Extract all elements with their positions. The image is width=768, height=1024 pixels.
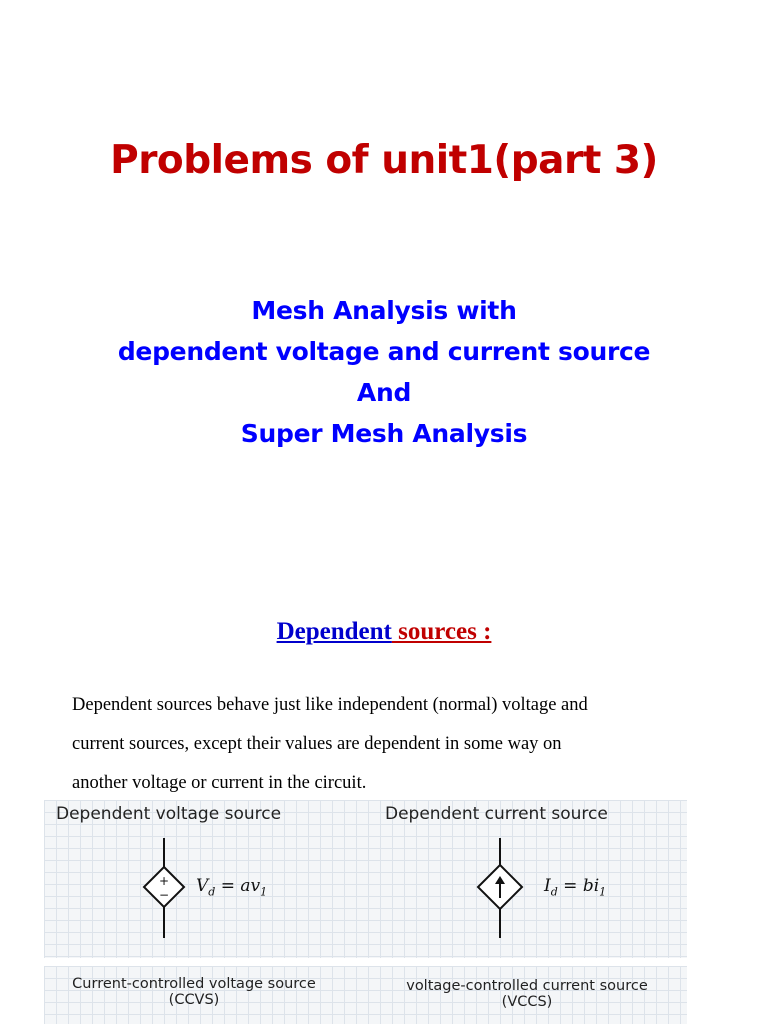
voltage-source-equation: $V_d = av_1$ <box>196 876 268 899</box>
section-heading <box>0 618 768 646</box>
dependent-sources-figure <box>44 800 687 958</box>
subtitle-line-1: Mesh Analysis with <box>251 296 517 325</box>
subtitle-line-3: And <box>356 378 412 407</box>
vccs-caption <box>374 978 680 1010</box>
plus-sign: + <box>158 874 170 888</box>
subtitle-line-4: Super Mesh Analysis <box>240 419 528 448</box>
page-title: Problems of unit1(part 3) <box>110 138 658 183</box>
current-source-label: Dependent current source <box>385 804 608 824</box>
subtitle-line-2: dependent voltage and current source <box>117 337 651 366</box>
source-captions <box>44 966 687 1024</box>
current-source-equation: $I_d = bi_1$ <box>544 876 607 899</box>
paragraph-line-1: Dependent sources behave just like independent (normal) voltage and <box>72 695 588 715</box>
minus-sign: − <box>158 888 170 902</box>
paragraph-line-3: another voltage or current in the circuit. <box>72 773 367 793</box>
voltage-source-label: Dependent voltage source <box>56 804 282 824</box>
body-paragraph <box>72 686 712 803</box>
section-heading-word-2: sources : <box>391 618 492 645</box>
ccvs-caption-line-2: (CCVS) <box>168 992 220 1008</box>
ccvs-caption <box>48 976 340 1008</box>
subtitle-block <box>0 290 768 454</box>
section-heading-word-1: Dependent <box>276 618 392 645</box>
dependent-voltage-source-symbol <box>144 838 184 938</box>
vccs-caption-line-2: (VCCS) <box>501 994 553 1010</box>
vccs-caption-line-1: voltage-controlled current source <box>406 978 648 994</box>
dependent-current-source-symbol <box>478 838 522 938</box>
ccvs-caption-line-1: Current-controlled voltage source <box>72 976 316 992</box>
paragraph-line-2: current sources, except their values are dependent in some way on <box>72 734 562 754</box>
